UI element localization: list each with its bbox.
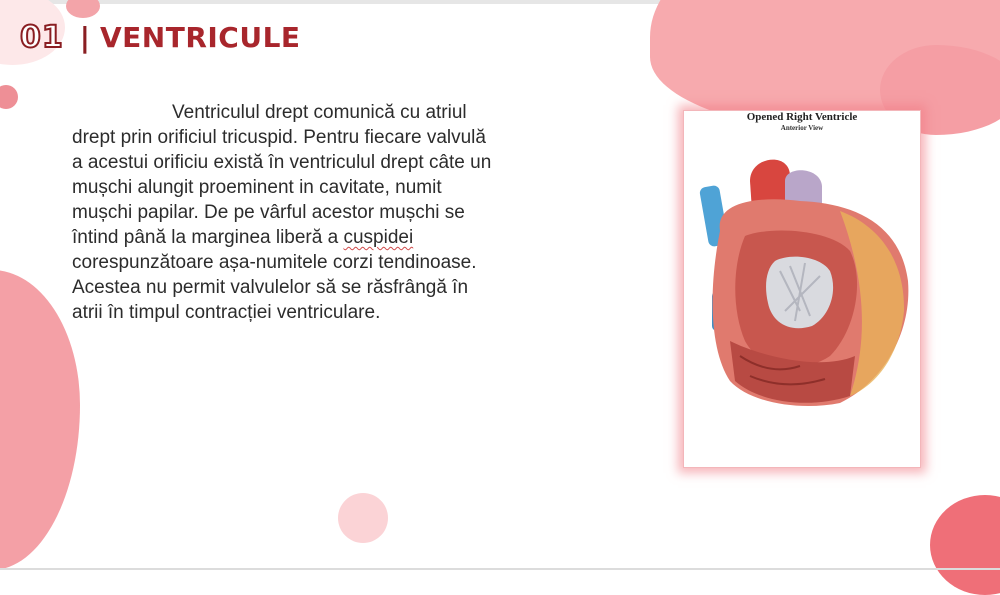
decor-dot-bottom [338, 493, 388, 543]
paragraph-line: a acestui orificiu există în ventriculul drept câte un [72, 152, 492, 173]
decor-blob-left [0, 270, 80, 570]
paragraph-line: atrii în timpul contracției ventriculare. [72, 302, 381, 323]
paragraph-line: corespunzătoare așa-numitele corzi tendinoase. [72, 252, 477, 273]
paragraph-line: mușchi papilar. De pe vârful acestor mușchi se [72, 202, 465, 223]
spellcheck-word[interactable]: cuspidei [343, 227, 414, 248]
decor-dot-top [66, 0, 100, 18]
paragraph-line: Acestea nu permit valvulelor să se răsfrângă în [72, 277, 469, 298]
slide-number: 01 [20, 20, 64, 55]
paragraph-line-text: întind până la marginea liberă a [72, 227, 344, 248]
body-paragraph[interactable] [72, 100, 592, 325]
paragraph-line: mușchi alungit proeminent in cavitate, numit [72, 177, 442, 198]
paragraph-line: drept prin orificiul tricuspid. Pentru fiecare valvulă [72, 127, 486, 148]
title-separator: | [79, 21, 90, 54]
heart-illustration[interactable] [683, 110, 921, 468]
heart-anatomy-image [690, 141, 914, 411]
title-text: VENTRICULE [99, 21, 301, 54]
paragraph-line: Ventriculul drept comunică cu atriul [172, 102, 467, 123]
illustration-title: Opened Right Ventricle [746, 111, 858, 123]
paragraph-line [72, 225, 592, 250]
illustration-subtitle: Anterior View [780, 124, 824, 132]
slide-title[interactable] [20, 18, 301, 58]
decor-dot-left [0, 85, 18, 109]
decor-blob-bottom-right [930, 495, 1000, 595]
